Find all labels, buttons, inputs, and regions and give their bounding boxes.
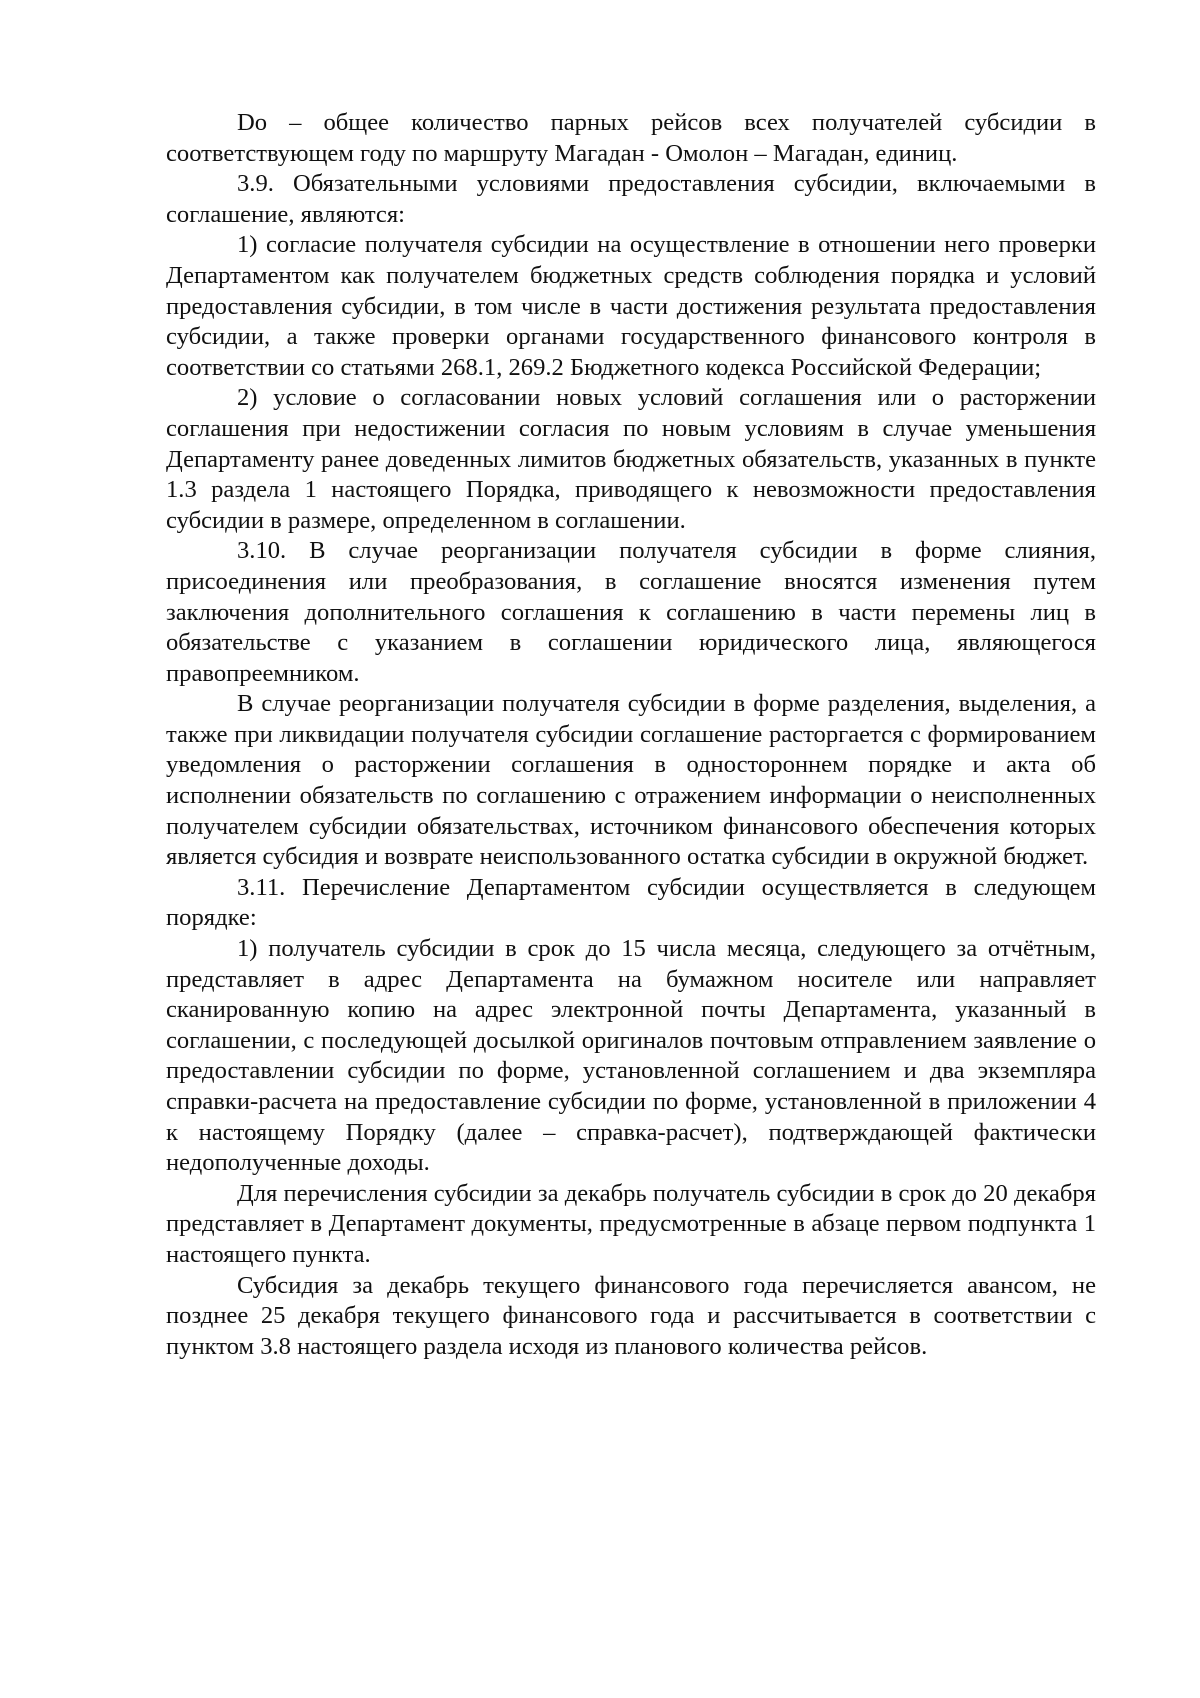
paragraph-3-11-item-1: 1) получатель субсидии в срок до 15 числа месяца, следующего за отчётным, представляет в адрес Департамента на бумажном носителе или направляет сканированную копию на адрес электронной почты Департамента, указанный в соглашении, с последующей досылкой оригиналов почтовым отправлением заявление о предоставлении субсидии по форме, установленной соглашением и два экземпляра справки-расчета на предоставление субсидии по форме, установленной в приложении 4 к настоящему Порядку (далее – справка-расчет), подтверждающей фактически недополученные доходы. bbox=[166, 935, 1096, 1177]
paragraph-do-definition: Do – общее количество парных рейсов всех получателей субсидии в соответствующем году по маршруту Магадан - Омолон – Магадан, единиц. bbox=[166, 109, 1096, 167]
paragraph-3-9-item-1: 1) согласие получателя субсидии на осуществление в отношении него проверки Департаментом как получателем бюджетных средств соблюдения порядка и условий предоставления субсидии, в том числе в части достижения результата предоставления субсидии, а также проверки органами государственного финансового контроля в соответствии со статьями 268.1, 269.2 Бюджетного кодекса Российской Федерации; bbox=[166, 231, 1096, 381]
paragraph-3-10-second: В случае реорганизации получателя субсидии в форме разделения, выделения, а также при ликвидации получателя субсидии соглашение расторгается с формированием уведомления о расторжении соглашения в одностороннем порядке и акта об исполнении обязательств по соглашению с отражением информации о неисполненных получателем субсидии обязательствах, источником финансового обеспечения которых является субсидия и возврате неиспользованного остатка субсидии в окружной бюджет. bbox=[166, 690, 1096, 871]
paragraph-december-documents: Для перечисления субсидии за декабрь получатель субсидии в срок до 20 декабря представляет в Департамент документы, предусмотренные в абзаце первом подпункта 1 настоящего пункта. bbox=[166, 1179, 1096, 1268]
document-page bbox=[166, 108, 1096, 1362]
paragraph-3-10: 3.10. В случае реорганизации получателя субсидии в форме слияния, присоединения или преобразования, в соглашение вносятся изменения путем заключения дополнительного соглашения к соглашению в части перемены лиц в обязательстве с указанием в соглашении юридического лица, являющегося правопреемником. bbox=[166, 537, 1096, 687]
paragraph-3-11: 3.11. Перечисление Департаментом субсидии осуществляется в следующем порядке: bbox=[166, 873, 1096, 932]
paragraph-3-9-item-2: 2) условие о согласовании новых условий соглашения или о расторжении соглашения при недостижении согласия по новым условиям в случае уменьшения Департаменту ранее доведенных лимитов бюджетных обязательств, указанных в пункте 1.3 раздела 1 настоящего Порядка, приводящего к невозможности предоставления субсидии в размере, определенном в соглашении. bbox=[166, 384, 1096, 534]
paragraph-3-9: 3.9. Обязательными условиями предоставления субсидии, включаемыми в соглашение, являются: bbox=[166, 170, 1096, 228]
paragraph-december-advance: Субсидия за декабрь текущего финансового года перечисляется авансом, не позднее 25 декабря текущего финансового года и рассчитывается в соответствии с пунктом 3.8 настоящего раздела исходя из планового количества рейсов. bbox=[166, 1271, 1096, 1360]
